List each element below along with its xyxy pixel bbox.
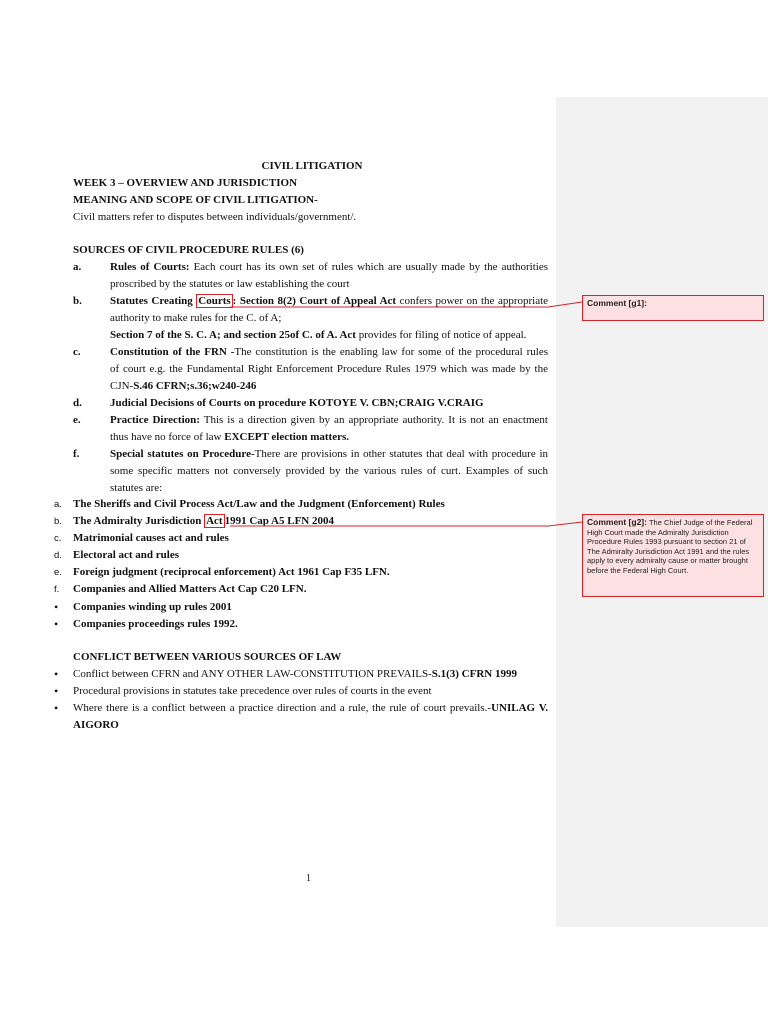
statute-item-post: 1991 Cap A5 LFN 2004 [224, 515, 334, 527]
comment-anchor-g1[interactable]: Courts [198, 295, 231, 307]
item-b-bold2: : Section 8(2) Court of Appeal Act [232, 295, 397, 307]
comment-margin-pane [556, 97, 768, 927]
conflict-item-2: Procedural provisions in statutes take precedence over rules of courts in the event [73, 685, 432, 697]
statute-item: The Sheriffs and Civil Process Act/Law and the Judgment (Enforcement) Rules [73, 498, 445, 510]
item-b-bold1: Statutes Creating [110, 295, 193, 307]
meaning-heading: MEANING AND SCOPE OF CIVIL LITIGATION- [73, 194, 318, 206]
bullet-icon: • [54, 684, 59, 698]
conflict-1-bold: S.1(3) CFRN 1999 [431, 668, 517, 680]
bullet-icon: • [54, 617, 59, 631]
statute-item: Foreign judgment (reciprocal enforcement) Act 1961 Cap F35 LFN. [73, 566, 390, 578]
item-e-bold: Practice Direction: [110, 414, 200, 426]
bullet-item: Companies proceedings rules 1992. [73, 618, 238, 630]
comment-g2-text: The Chief Judge of the Federal High Court made the Admiralty Jurisdiction Procedure Rules 1993 pursuant to section 21 of The Admiralty Jurisdiction Act 1991 and the rules apply to every admiralty cause or matter brought before the Federal High Court. [587, 518, 753, 575]
civil-definition: Civil matters refer to disputes between individuals/government/. [73, 211, 357, 223]
item-d-label: d. [73, 397, 82, 409]
week-heading: WEEK 3 – OVERVIEW AND JURISDICTION [73, 177, 298, 189]
comment-g1-label: Comment [g1]: [587, 298, 647, 308]
item-b2-line [110, 328, 526, 342]
comment-g2-label: Comment [g2]: [587, 517, 647, 527]
item-c-line1 [110, 345, 548, 359]
bullet-item: Companies winding up rules 2001 [73, 601, 232, 613]
conflict-3-bold: UNILAG V. [491, 702, 548, 714]
statute-marker: f. [54, 584, 60, 595]
item-c-line3 [110, 379, 256, 393]
conflict-heading: CONFLICT BETWEEN VARIOUS SOURCES OF LAW [73, 651, 342, 663]
statute-marker: e. [54, 567, 62, 578]
item-b-line1 [110, 294, 548, 308]
statute-item: Companies and Allied Matters Act Cap C20 LFN. [73, 583, 307, 595]
item-a-line1 [110, 260, 548, 274]
comment-balloon-g1[interactable] [582, 295, 764, 321]
item-a-text1: Each court has its own set of rules which are usually made by the authorities [193, 261, 549, 273]
bullet-icon: • [54, 667, 59, 681]
item-a-line2: proscribed by the statutes or law establishing the court [110, 278, 350, 290]
item-e-line1 [110, 413, 548, 427]
item-f-line2: some specific matters not conversely provided by the various rules of curt. Examples of such [110, 465, 548, 477]
item-c-bold: Constitution of the FRN - [110, 346, 235, 358]
item-b2-text: provides for filing of notice of appeal. [358, 329, 527, 341]
comment-balloon-g2[interactable] [582, 514, 764, 597]
conflict-item-1 [73, 667, 517, 681]
comment-anchor-g2[interactable]: Act [206, 515, 223, 527]
item-b-text1: confers power on the appropriate [399, 295, 549, 307]
item-c-bold3: S.46 CFRN;s.36;w240-246 [133, 380, 257, 392]
item-e-bold2: EXCEPT election matters. [224, 431, 349, 443]
item-e-line2 [110, 430, 349, 444]
item-f-label: f. [73, 448, 80, 460]
item-e-label: e. [73, 414, 81, 426]
page-number: 1 [306, 873, 311, 884]
statute-item: Matrimonial causes act and rules [73, 532, 229, 544]
item-f-line1 [110, 447, 548, 461]
statute-marker: a. [54, 499, 62, 510]
item-e-text2: thus have no force of law [110, 431, 222, 443]
item-f-line3: statutes are: [110, 482, 163, 494]
statute-item [73, 514, 334, 528]
conflict-item-3 [73, 701, 548, 715]
statute-marker: d. [54, 550, 62, 561]
doc-title: CIVIL LITIGATION [261, 160, 363, 172]
item-b-line2: authority to make rules for the C. of A; [110, 312, 282, 324]
item-b-label: b. [73, 295, 82, 307]
bullet-icon: • [54, 701, 59, 715]
item-c-line2: of court e.g. the Fundamental Right Enforcement Procedure Rules 1979 which was made by the [110, 363, 548, 375]
statute-marker: b. [54, 516, 62, 527]
conflict-1-text: Conflict between CFRN and ANY OTHER LAW-CONSTITUTION PREVAILS- [73, 668, 432, 680]
item-f-text1: There are provisions in other statutes that deal with procedure in [254, 448, 548, 460]
item-d-line: Judicial Decisions of Courts on procedure KOTOYE V. CBN;CRAIG V.CRAIG [110, 397, 484, 409]
item-f-bold: Special statutes on Procedure- [110, 448, 255, 460]
item-c-text1: The constitution is the enabling law for some of the procedural rules [234, 346, 549, 358]
sources-heading: SOURCES OF CIVIL PROCEDURE RULES (6) [73, 244, 304, 256]
item-c-label: c. [73, 346, 81, 358]
item-a-label: a. [73, 261, 82, 273]
statute-item: Electoral act and rules [73, 549, 180, 561]
item-e-text1: This is a direction given by an appropriate authority. It is not an enactment [203, 414, 548, 426]
conflict-3-text: Where there is a conflict between a practice direction and a rule, the rule of court prevails.- [73, 702, 492, 714]
statute-marker: c. [54, 533, 62, 544]
conflict-item-3-cont: AIGORO [73, 719, 119, 731]
item-b2-bold: Section 7 of the S. C. A; and section 25of C. of A. Act [110, 329, 356, 341]
item-c-text3: CJN- [110, 380, 134, 392]
statute-item-pre: The Admiralty Jurisdiction [73, 515, 202, 527]
bullet-icon: • [54, 600, 59, 614]
item-a-bold: Rules of Courts: [110, 261, 190, 273]
